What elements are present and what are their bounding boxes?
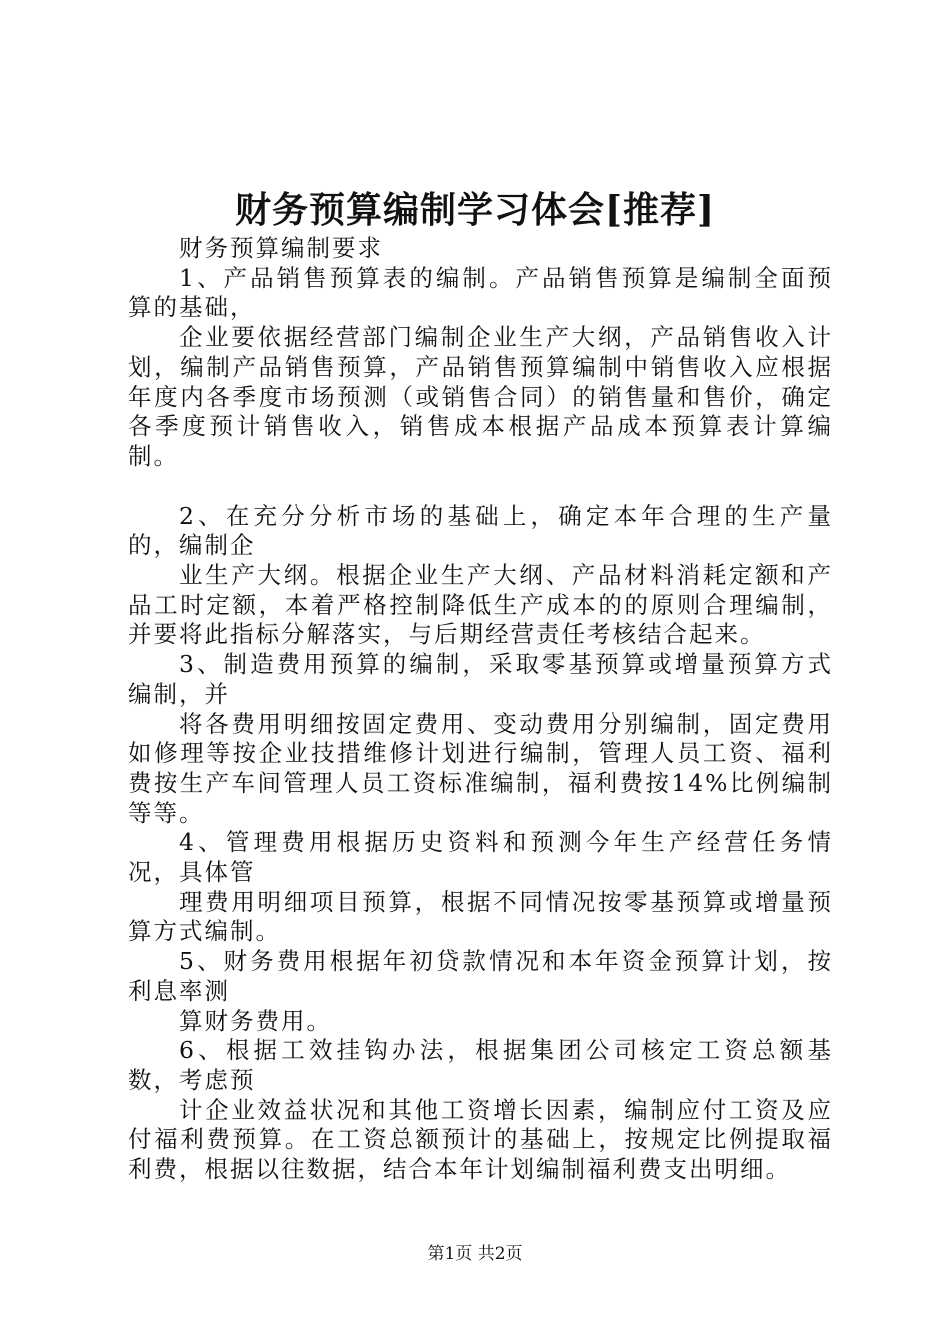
page-footer: 第1页 共2页 [427,1244,523,1264]
paragraph-item-3-intro: 3、制造费用预算的编制，采取零基预算或增量预算方式编制，并 [128,650,833,708]
paragraph-requirements-heading: 财务预算编制要求 [179,234,383,262]
document-body [128,234,833,1185]
paragraph-item-6-detail: 计企业效益状况和其他工资增长因素，编制应付工资及应付福利费预算。在工资总额预计的基础上，按规定比例提取福利费，根据以往数据，结合本年计划编制福利费支出明细。 [128,1095,833,1184]
paragraph-item-1-detail: 企业要依据经营部门编制企业生产大纲，产品销售收入计划，编制产品销售预算，产品销售预算编制中销售收入应根据年度内各季度市场预测（或销售合同）的销售量和售价，确定各季度预计销售收入，销售成本根据产品成本预算表计算编制。 [128,323,833,470]
paragraph-item-2-intro: 2、在充分分析市场的基础上，确定本年合理的生产量的，编制企 [128,501,833,560]
paragraph-item-5-detail: 算财务费用。 [179,1006,332,1035]
paragraph-item-3-detail: 将各费用明细按固定费用、变动费用分别编制，固定费用如修理等按企业技措维修计划进行编制，管理人员工资、福利费按生产车间管理人员工资标准编制，福利费按14%比例编制等等。 [128,709,833,827]
paragraph-item-4-detail: 理费用明细项目预算，根据不同情况按零基预算或增量预算方式编制。 [128,887,833,946]
paragraph-item-1-intro: 1、产品销售预算表的编制。产品销售预算是编制全面预算的基础， [128,263,833,322]
document-title: 财务预算编制学习体会[推荐] [234,189,716,231]
paragraph-item-4-intro: 4、管理费用根据历史资料和预测今年生产经营任务情况，具体管 [128,828,833,887]
paragraph-item-6-intro: 6、根据工效挂钩办法，根据集团公司核定工资总额基数，考虑预 [128,1036,833,1094]
paragraph-gap [128,472,833,502]
paragraph-item-2-detail: 业生产大纲。根据企业生产大纲、产品材料消耗定额和产品工时定额，本着严格控制降低生产成本的的原则合理编制，并要将此指标分解落实，与后期经营责任考核结合起来。 [128,561,833,649]
paragraph-item-5-intro: 5、财务费用根据年初贷款情况和本年资金预算计划，按利息率测 [128,947,833,1005]
